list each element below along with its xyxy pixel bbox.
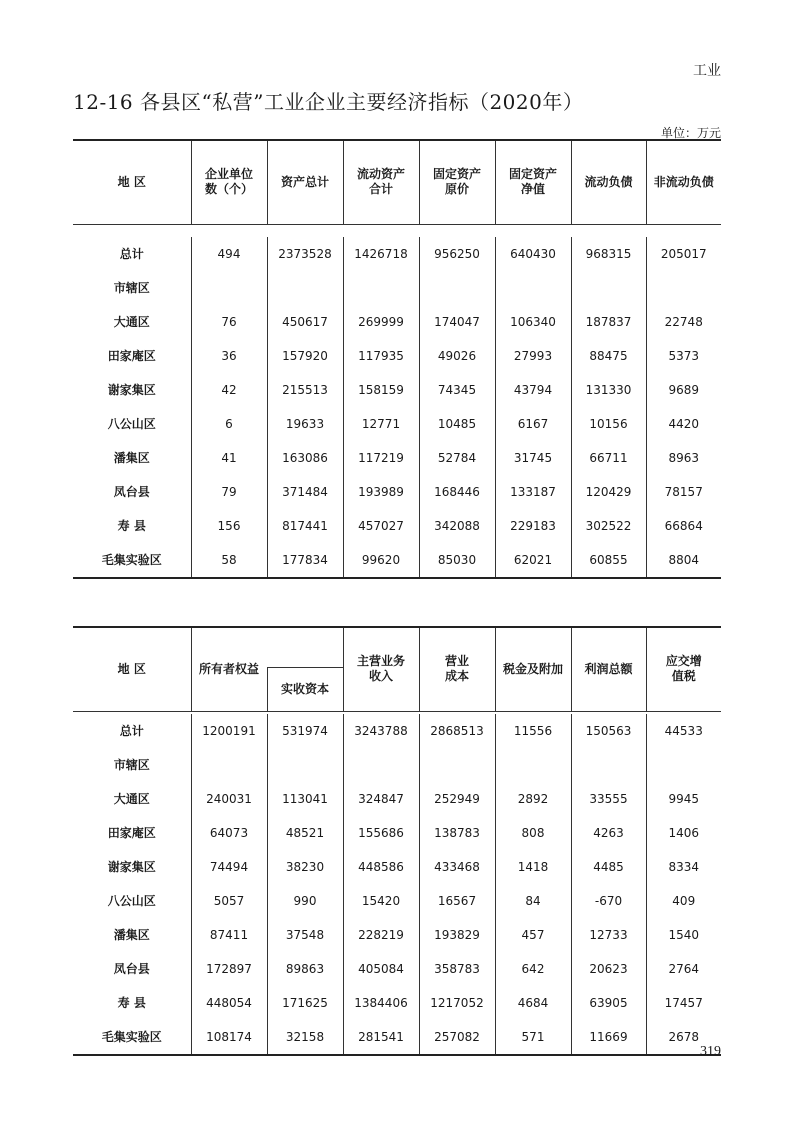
table-assets-liabilities bbox=[73, 139, 721, 579]
value-cell: 409 bbox=[646, 884, 721, 918]
value-cell: 16567 bbox=[419, 884, 495, 918]
value-cell: 156 bbox=[191, 509, 267, 543]
value-cell: 85030 bbox=[419, 543, 495, 578]
value-cell: 433468 bbox=[419, 850, 495, 884]
value-cell: 20623 bbox=[571, 952, 646, 986]
value-cell: 302522 bbox=[571, 509, 646, 543]
table-row bbox=[73, 441, 721, 475]
value-cell: 19633 bbox=[267, 407, 343, 441]
value-cell: 171625 bbox=[267, 986, 343, 1020]
value-cell: 99620 bbox=[343, 543, 419, 578]
value-cell: 1384406 bbox=[343, 986, 419, 1020]
value-cell: 37548 bbox=[267, 918, 343, 952]
table-row bbox=[73, 407, 721, 441]
value-cell bbox=[646, 271, 721, 305]
value-cell: 5373 bbox=[646, 339, 721, 373]
region-cell: 田家庵区 bbox=[107, 826, 156, 840]
column-header: 地 区 bbox=[73, 627, 191, 711]
value-cell: 358783 bbox=[419, 952, 495, 986]
column-header: 固定资产净值 bbox=[495, 140, 571, 224]
header-spacer bbox=[267, 627, 343, 667]
column-header: 营业成本 bbox=[419, 627, 495, 711]
value-cell: 131330 bbox=[571, 373, 646, 407]
table-row bbox=[73, 271, 721, 305]
value-cell bbox=[267, 748, 343, 782]
column-header: 非流动负债 bbox=[646, 140, 721, 224]
value-cell: 120429 bbox=[571, 475, 646, 509]
value-cell: 2892 bbox=[495, 782, 571, 816]
value-cell: 42 bbox=[191, 373, 267, 407]
value-cell: 8804 bbox=[646, 543, 721, 578]
column-header: 企业单位数（个） bbox=[191, 140, 267, 224]
value-cell: 58 bbox=[191, 543, 267, 578]
value-cell: 3243788 bbox=[343, 714, 419, 748]
value-cell: 450617 bbox=[267, 305, 343, 339]
value-cell: 12733 bbox=[571, 918, 646, 952]
value-cell: 49026 bbox=[419, 339, 495, 373]
unit-label: 单位：万元 bbox=[660, 126, 721, 140]
region-cell: 毛集实验区 bbox=[101, 1030, 162, 1044]
value-cell: 269999 bbox=[343, 305, 419, 339]
region-cell: 谢家集区 bbox=[107, 383, 156, 397]
value-cell: 5057 bbox=[191, 884, 267, 918]
value-cell: 157920 bbox=[267, 339, 343, 373]
value-cell: 371484 bbox=[267, 475, 343, 509]
table2-header-row bbox=[73, 627, 721, 667]
value-cell: 17457 bbox=[646, 986, 721, 1020]
value-cell: 108174 bbox=[191, 1020, 267, 1055]
value-cell: 12771 bbox=[343, 407, 419, 441]
value-cell: 448054 bbox=[191, 986, 267, 1020]
column-header: 流动负债 bbox=[571, 140, 646, 224]
value-cell: 22748 bbox=[646, 305, 721, 339]
value-cell: 9945 bbox=[646, 782, 721, 816]
value-cell: 4263 bbox=[571, 816, 646, 850]
column-header: 固定资产原价 bbox=[419, 140, 495, 224]
value-cell: 640430 bbox=[495, 237, 571, 271]
region-cell: 总计 bbox=[119, 724, 144, 738]
value-cell bbox=[495, 748, 571, 782]
value-cell: 240031 bbox=[191, 782, 267, 816]
page-title: 12-16 各县区“私营”工业企业主要经济指标（2020年） bbox=[73, 90, 584, 114]
value-cell: 10156 bbox=[571, 407, 646, 441]
value-cell: 168446 bbox=[419, 475, 495, 509]
value-cell: 15420 bbox=[343, 884, 419, 918]
value-cell: 74494 bbox=[191, 850, 267, 884]
value-cell: 87411 bbox=[191, 918, 267, 952]
value-cell: 60855 bbox=[571, 543, 646, 578]
value-cell: 11556 bbox=[495, 714, 571, 748]
region-cell: 田家庵区 bbox=[107, 349, 156, 363]
value-cell: 10485 bbox=[419, 407, 495, 441]
value-cell: 106340 bbox=[495, 305, 571, 339]
value-cell: 6 bbox=[191, 407, 267, 441]
region-cell: 大通区 bbox=[113, 315, 150, 329]
value-cell: 2678 bbox=[646, 1020, 721, 1055]
value-cell: 1426718 bbox=[343, 237, 419, 271]
region-cell: 潘集区 bbox=[113, 928, 150, 942]
value-cell: 163086 bbox=[267, 441, 343, 475]
value-cell: 448586 bbox=[343, 850, 419, 884]
value-cell: 117219 bbox=[343, 441, 419, 475]
value-cell: 228219 bbox=[343, 918, 419, 952]
table-row bbox=[73, 305, 721, 339]
region-cell: 八公山区 bbox=[107, 417, 156, 431]
value-cell: 4684 bbox=[495, 986, 571, 1020]
value-cell: 494 bbox=[191, 237, 267, 271]
value-cell: 84 bbox=[495, 884, 571, 918]
table-row bbox=[73, 339, 721, 373]
value-cell: 571 bbox=[495, 1020, 571, 1055]
value-cell: 257082 bbox=[419, 1020, 495, 1055]
table-row bbox=[73, 1020, 721, 1055]
value-cell: 41 bbox=[191, 441, 267, 475]
value-cell: 172897 bbox=[191, 952, 267, 986]
value-cell: 6167 bbox=[495, 407, 571, 441]
region-cell: 寿 县 bbox=[117, 996, 146, 1010]
value-cell: 808 bbox=[495, 816, 571, 850]
region-cell: 大通区 bbox=[113, 792, 150, 806]
value-cell: 642 bbox=[495, 952, 571, 986]
value-cell: 281541 bbox=[343, 1020, 419, 1055]
region-cell: 谢家集区 bbox=[107, 860, 156, 874]
value-cell: 33555 bbox=[571, 782, 646, 816]
value-cell: 133187 bbox=[495, 475, 571, 509]
region-cell: 市辖区 bbox=[113, 281, 150, 295]
table-row bbox=[73, 952, 721, 986]
value-cell: 2868513 bbox=[419, 714, 495, 748]
value-cell: 205017 bbox=[646, 237, 721, 271]
value-cell: 4485 bbox=[571, 850, 646, 884]
value-cell: 66864 bbox=[646, 509, 721, 543]
value-cell: 1217052 bbox=[419, 986, 495, 1020]
value-cell: 229183 bbox=[495, 509, 571, 543]
value-cell: 8334 bbox=[646, 850, 721, 884]
value-cell: 1540 bbox=[646, 918, 721, 952]
column-header: 实收资本 bbox=[267, 667, 343, 711]
table-row bbox=[73, 850, 721, 884]
value-cell: 158159 bbox=[343, 373, 419, 407]
column-header: 主营业务收入 bbox=[343, 627, 419, 711]
value-cell bbox=[343, 271, 419, 305]
value-cell bbox=[571, 271, 646, 305]
value-cell: 342088 bbox=[419, 509, 495, 543]
table-row bbox=[73, 237, 721, 271]
table-row bbox=[73, 748, 721, 782]
value-cell: 150563 bbox=[571, 714, 646, 748]
column-header: 地 区 bbox=[73, 140, 191, 224]
table-row bbox=[73, 782, 721, 816]
value-cell: 44533 bbox=[646, 714, 721, 748]
value-cell: 11669 bbox=[571, 1020, 646, 1055]
region-cell: 潘集区 bbox=[113, 451, 150, 465]
value-cell: 252949 bbox=[419, 782, 495, 816]
value-cell bbox=[419, 748, 495, 782]
region-cell: 毛集实验区 bbox=[101, 553, 162, 567]
value-cell bbox=[191, 271, 267, 305]
value-cell: 27993 bbox=[495, 339, 571, 373]
region-cell: 市辖区 bbox=[113, 758, 150, 772]
value-cell: 52784 bbox=[419, 441, 495, 475]
table-row bbox=[73, 714, 721, 748]
value-cell bbox=[646, 748, 721, 782]
table-row bbox=[73, 884, 721, 918]
value-cell: 187837 bbox=[571, 305, 646, 339]
value-cell: 193829 bbox=[419, 918, 495, 952]
table-equity-income bbox=[73, 626, 721, 1056]
column-header: 所有者权益 bbox=[191, 627, 267, 711]
value-cell: 817441 bbox=[267, 509, 343, 543]
value-cell: 2764 bbox=[646, 952, 721, 986]
value-cell: 43794 bbox=[495, 373, 571, 407]
value-cell: 324847 bbox=[343, 782, 419, 816]
value-cell: 968315 bbox=[571, 237, 646, 271]
region-cell: 总计 bbox=[119, 247, 144, 261]
value-cell: 531974 bbox=[267, 714, 343, 748]
value-cell: 32158 bbox=[267, 1020, 343, 1055]
value-cell: 79 bbox=[191, 475, 267, 509]
value-cell bbox=[571, 748, 646, 782]
value-cell: 78157 bbox=[646, 475, 721, 509]
value-cell: 89863 bbox=[267, 952, 343, 986]
column-header: 应交增值税 bbox=[646, 627, 721, 711]
column-header: 流动资产合计 bbox=[343, 140, 419, 224]
value-cell: 990 bbox=[267, 884, 343, 918]
table-row bbox=[73, 509, 721, 543]
value-cell: 9689 bbox=[646, 373, 721, 407]
column-header: 利润总额 bbox=[571, 627, 646, 711]
table-row bbox=[73, 373, 721, 407]
value-cell: 2373528 bbox=[267, 237, 343, 271]
region-cell: 凤台县 bbox=[113, 962, 150, 976]
value-cell: 138783 bbox=[419, 816, 495, 850]
region-cell: 寿 县 bbox=[117, 519, 146, 533]
value-cell bbox=[343, 748, 419, 782]
value-cell: 62021 bbox=[495, 543, 571, 578]
value-cell: 64073 bbox=[191, 816, 267, 850]
value-cell: 1418 bbox=[495, 850, 571, 884]
value-cell bbox=[419, 271, 495, 305]
value-cell: 155686 bbox=[343, 816, 419, 850]
value-cell: 38230 bbox=[267, 850, 343, 884]
value-cell: 76 bbox=[191, 305, 267, 339]
value-cell: 405084 bbox=[343, 952, 419, 986]
value-cell: 48521 bbox=[267, 816, 343, 850]
value-cell: 215513 bbox=[267, 373, 343, 407]
region-cell: 八公山区 bbox=[107, 894, 156, 908]
value-cell: 88475 bbox=[571, 339, 646, 373]
value-cell: -670 bbox=[571, 884, 646, 918]
value-cell: 956250 bbox=[419, 237, 495, 271]
table-row bbox=[73, 918, 721, 952]
value-cell: 4420 bbox=[646, 407, 721, 441]
value-cell: 1406 bbox=[646, 816, 721, 850]
value-cell: 36 bbox=[191, 339, 267, 373]
page-number: 319 bbox=[700, 1044, 721, 1059]
value-cell: 63905 bbox=[571, 986, 646, 1020]
value-cell bbox=[267, 271, 343, 305]
table-row bbox=[73, 475, 721, 509]
value-cell: 113041 bbox=[267, 782, 343, 816]
value-cell bbox=[191, 748, 267, 782]
value-cell: 117935 bbox=[343, 339, 419, 373]
value-cell: 177834 bbox=[267, 543, 343, 578]
section-label: 工业 bbox=[693, 63, 721, 79]
value-cell: 66711 bbox=[571, 441, 646, 475]
table-row bbox=[73, 816, 721, 850]
column-header: 税金及附加 bbox=[495, 627, 571, 711]
value-cell: 31745 bbox=[495, 441, 571, 475]
value-cell: 457027 bbox=[343, 509, 419, 543]
table1-header-row bbox=[73, 140, 721, 224]
value-cell: 457 bbox=[495, 918, 571, 952]
table-row bbox=[73, 986, 721, 1020]
region-cell: 凤台县 bbox=[113, 485, 150, 499]
table-row bbox=[73, 543, 721, 578]
column-header: 资产总计 bbox=[267, 140, 343, 224]
value-cell: 174047 bbox=[419, 305, 495, 339]
value-cell: 74345 bbox=[419, 373, 495, 407]
value-cell: 193989 bbox=[343, 475, 419, 509]
value-cell: 8963 bbox=[646, 441, 721, 475]
value-cell: 1200191 bbox=[191, 714, 267, 748]
value-cell bbox=[495, 271, 571, 305]
